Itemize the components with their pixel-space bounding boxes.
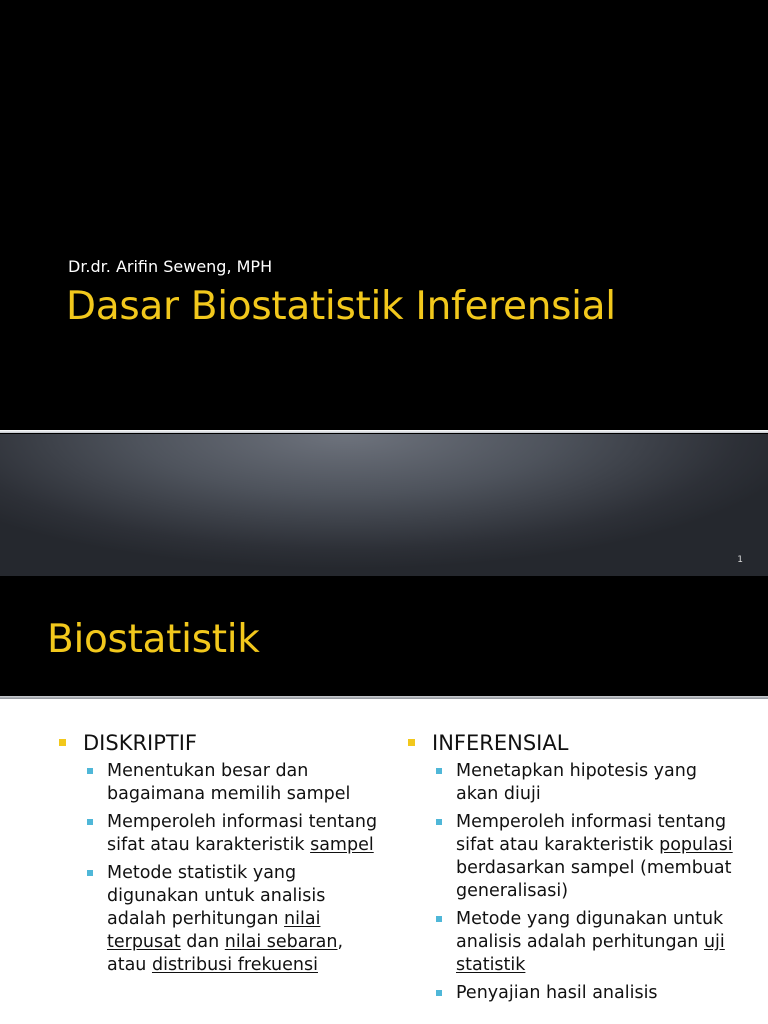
underlined-term: populasi	[659, 835, 733, 855]
underlined-term: nilai terpusat	[107, 909, 321, 952]
page-number: 1	[737, 555, 743, 565]
square-bullet-icon	[87, 819, 93, 825]
item-text: , atau	[107, 932, 344, 975]
bullet-heading	[58, 728, 378, 758]
underlined-term: distribusi frekuensi	[151, 955, 318, 975]
square-bullet-icon	[436, 990, 442, 996]
content-slide	[0, 576, 768, 1024]
list-item	[83, 862, 378, 977]
underlined-term: nilai sebaran	[224, 932, 338, 952]
square-bullet-icon	[436, 916, 442, 922]
gradient-band	[0, 434, 768, 576]
slide-title: Dasar Biostatistik Inferensial	[66, 284, 616, 329]
slide-title: Biostatistik	[47, 617, 260, 662]
item-text: Penyajian hasil analisis	[456, 983, 658, 1003]
sub-bullet-list	[58, 760, 378, 977]
item-text: Metode statistik yang digunakan untuk analisis adalah perhitungan	[107, 863, 326, 929]
square-bullet-icon	[87, 768, 93, 774]
item-text: Metode yang digunakan untuk analisis adalah perhitungan	[456, 909, 724, 952]
underlined-term: sampel	[310, 835, 374, 855]
item-text: Menetapkan hipotesis yang akan diuji	[456, 761, 697, 804]
list-item	[432, 760, 737, 806]
left-column	[58, 728, 378, 982]
divider-line	[0, 696, 768, 699]
square-bullet-icon	[87, 870, 93, 876]
right-column	[407, 728, 737, 1010]
slide-header	[0, 576, 768, 696]
list-item	[83, 760, 378, 806]
list-item	[432, 908, 737, 977]
square-bullet-icon	[59, 739, 66, 746]
bullet-heading	[407, 728, 737, 758]
item-text: Memperoleh informasi tentang sifat atau karakteristik	[107, 812, 378, 855]
square-bullet-icon	[436, 819, 442, 825]
item-text: Memperoleh informasi tentang sifat atau karakteristik	[456, 812, 727, 855]
sub-bullet-list	[407, 760, 737, 1005]
item-text: berdasarkan sampel (membuat generalisasi)	[456, 858, 732, 901]
heading-text: INFERENSIAL	[432, 731, 569, 755]
list-item	[83, 811, 378, 857]
divider-line	[0, 430, 768, 433]
item-text: Menentukan besar dan bagaimana memilih sampel	[107, 761, 351, 804]
heading-text: DISKRIPTIF	[83, 731, 198, 755]
underlined-term: uji statistik	[456, 932, 725, 975]
square-bullet-icon	[408, 739, 415, 746]
author-name: Dr.dr. Arifin Seweng, MPH	[68, 257, 273, 276]
square-bullet-icon	[436, 768, 442, 774]
list-item	[432, 811, 737, 903]
item-text: dan	[180, 932, 225, 952]
list-item	[432, 982, 737, 1005]
